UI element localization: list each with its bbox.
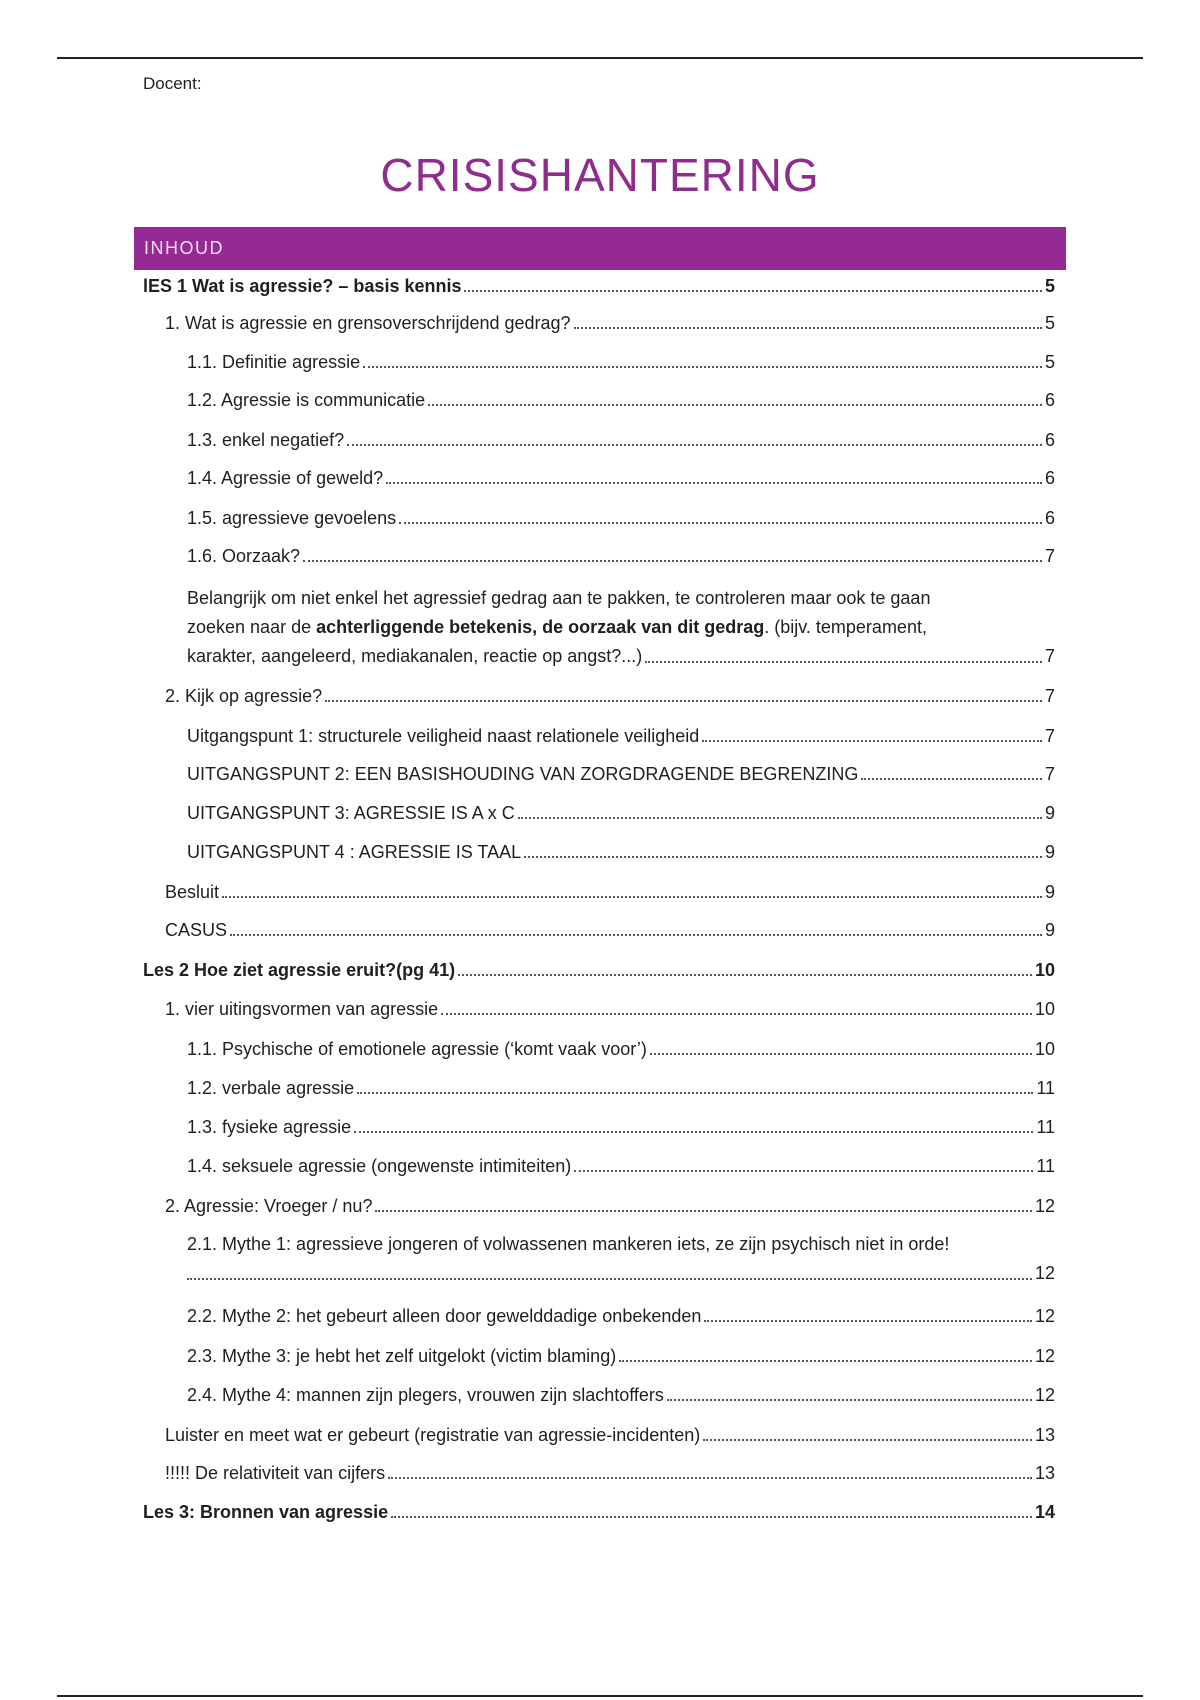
toc-leader-dots <box>347 444 1042 446</box>
toc-entry-page: 13 <box>1034 1463 1055 1483</box>
toc-entry-text: 1.1. Psychische of emotionele agressie (‘komt vaak voor’) <box>187 1039 647 1059</box>
toc-leader-dots <box>325 700 1042 702</box>
toc-entry-page: 9 <box>1044 882 1055 902</box>
toc-entry[interactable] <box>187 545 1055 567</box>
toc-leader-dots <box>230 934 1042 936</box>
toc-entry-continuation <box>187 1259 1055 1288</box>
toc-paragraph-text: karakter, aangeleerd, mediakanalen, reactie op angst?...) <box>187 646 643 666</box>
toc-leader-dots <box>357 1092 1033 1094</box>
toc-leader-dots <box>187 1278 1032 1280</box>
toc-entry[interactable] <box>187 763 1055 785</box>
toc-entry[interactable] <box>187 429 1055 451</box>
toc-leader-dots <box>363 366 1042 368</box>
toc-entry-text: 2.4. Mythe 4: mannen zijn plegers, vrouwen zijn slachtoffers <box>187 1385 664 1405</box>
toc-entry-wrapped[interactable] <box>187 1230 1055 1288</box>
toc-entry-text: 2.2. Mythe 2: het gebeurt alleen door gewelddadige onbekenden <box>187 1306 702 1326</box>
toc-entry-text: Uitgangspunt 1: structurele veiligheid naast relationele veiligheid <box>187 726 700 746</box>
toc-leader-dots <box>464 290 1042 292</box>
toc-entry[interactable] <box>165 685 1055 707</box>
toc-entry-page: 6 <box>1044 508 1055 528</box>
toc-entry[interactable] <box>187 1305 1055 1327</box>
toc-entry-page: 7 <box>1044 726 1055 746</box>
toc-entry-page: 6 <box>1044 390 1055 410</box>
toc-entry[interactable] <box>187 802 1055 824</box>
toc-entry-text: Les 3: Bronnen van agressie <box>143 1502 389 1522</box>
toc-paragraph-text: zoeken naar de <box>187 617 317 637</box>
toc-entry-text: 2. Agressie: Vroeger / nu? <box>165 1196 373 1216</box>
toc-entry-page: 14 <box>1034 1502 1055 1522</box>
toc-paragraph-line <box>187 584 1055 613</box>
toc-leader-dots <box>441 1013 1032 1015</box>
toc-paragraph-text: . (bijv. temperament, <box>764 617 927 637</box>
toc-entry[interactable] <box>187 351 1055 373</box>
document-title: CRISISHANTERING <box>380 149 820 201</box>
toc-entry-text: Les 2 Hoe ziet agressie eruit?(pg 41) <box>143 960 456 980</box>
toc-entry-page: 6 <box>1044 430 1055 450</box>
toc-entry-page: 13 <box>1034 1425 1055 1445</box>
toc-entry[interactable] <box>187 1384 1055 1406</box>
toc-leader-dots <box>650 1053 1032 1055</box>
toc-entry-text: 1.5. agressieve gevoelens <box>187 508 397 528</box>
toc-paragraph-text: Belangrijk om niet enkel het agressief gedrag aan te pakken, te controleren maar ook te gaan <box>187 588 931 608</box>
toc-leader-dots <box>703 1439 1032 1441</box>
toc-leader-dots <box>428 404 1042 406</box>
toc-leader-dots <box>222 896 1042 898</box>
toc-leader-dots <box>524 856 1042 858</box>
toc-entry-page: 10 <box>1034 960 1055 980</box>
toc-entry-page: 5 <box>1044 313 1055 333</box>
toc-entry-text: 2.1. Mythe 1: agressieve jongeren of volwassenen mankeren iets, ze zijn psychisch niet in orde! <box>187 1234 950 1254</box>
toc-entry-page: 10 <box>1034 999 1055 1019</box>
toc-entry-page: 7 <box>1044 646 1055 666</box>
toc-paragraph-line <box>187 642 1055 671</box>
toc-leader-dots <box>574 327 1042 329</box>
toc-entry[interactable] <box>165 1195 1055 1217</box>
toc-leader-dots <box>386 482 1042 484</box>
toc-paragraph-bold-text: achterliggende betekenis, de oorzaak van dit gedrag <box>316 617 765 637</box>
toc-entry-text: 1.2. Agressie is communicatie <box>187 390 426 410</box>
toc-entry-page: 6 <box>1044 468 1055 488</box>
toc-entry-text: 1.3. enkel negatief? <box>187 430 345 450</box>
toc-entry-text: 1.1. Definitie agressie <box>187 352 361 372</box>
toc-leader-dots <box>399 522 1042 524</box>
toc-entry[interactable] <box>187 1077 1055 1099</box>
toc-leader-dots <box>704 1320 1032 1322</box>
toc-entry-page: 10 <box>1034 1039 1055 1059</box>
toc-entry[interactable] <box>187 507 1055 529</box>
toc-entry-page: 12 <box>1034 1385 1055 1405</box>
toc-entry-text: CASUS <box>165 920 228 940</box>
toc-entry-page: 5 <box>1044 276 1055 296</box>
toc-leader-dots <box>354 1131 1033 1133</box>
toc-entry-page: 11 <box>1036 1156 1055 1176</box>
bottom-rule <box>57 1695 1143 1697</box>
teacher-label: Docent: <box>143 74 202 93</box>
toc-entry-text: 2.3. Mythe 3: je hebt het zelf uitgelokt (victim blaming) <box>187 1346 617 1366</box>
toc-entry[interactable] <box>187 1038 1055 1060</box>
toc-entry[interactable] <box>165 312 1055 334</box>
toc-entry-text: 1. vier uitingsvormen van agressie <box>165 999 439 1019</box>
toc-entry[interactable] <box>143 1501 1055 1523</box>
toc-entry[interactable] <box>165 1424 1055 1446</box>
toc-entry[interactable] <box>187 1345 1055 1367</box>
toc-entry-text: Besluit <box>165 882 220 902</box>
toc-entry[interactable] <box>187 725 1055 747</box>
toc-entry-page: 12 <box>1034 1306 1055 1326</box>
toc-leader-dots <box>518 817 1042 819</box>
toc-entry-page: 5 <box>1044 352 1055 372</box>
toc-heading: INHOUD <box>134 227 1066 270</box>
toc-entry[interactable] <box>187 841 1055 863</box>
toc-entry[interactable] <box>187 1155 1055 1177</box>
toc-entry-text: UITGANGSPUNT 3: AGRESSIE IS A x C <box>187 803 515 823</box>
toc-entry-page: 7 <box>1044 764 1055 784</box>
toc-leader-dots <box>702 740 1042 742</box>
toc-entry-page: 12 <box>1034 1263 1055 1283</box>
toc-leader-dots <box>388 1477 1032 1479</box>
toc-entry[interactable] <box>143 959 1055 981</box>
toc-entry[interactable] <box>187 1116 1055 1138</box>
toc-entry[interactable] <box>187 389 1055 411</box>
toc-entry-text: 2. Kijk op agressie? <box>165 686 323 706</box>
toc-entry-text: 1.6. Oorzaak? <box>187 546 301 566</box>
toc-entry-text: 1.3. fysieke agressie <box>187 1117 352 1137</box>
toc-entry-page: 9 <box>1044 842 1055 862</box>
toc-entry[interactable] <box>165 998 1055 1020</box>
toc-entry-text: !!!!! De relativiteit van cijfers <box>165 1463 386 1483</box>
toc-entry-page: 7 <box>1044 686 1055 706</box>
toc-entry-page: 7 <box>1044 546 1055 566</box>
toc-entry-page: 11 <box>1036 1117 1055 1137</box>
toc-entry-page: 9 <box>1044 803 1055 823</box>
toc-entry-text: UITGANGSPUNT 2: EEN BASISHOUDING VAN ZORGDRAGENDE BEGRENZING <box>187 764 859 784</box>
toc-entry[interactable] <box>187 467 1055 489</box>
toc-leader-dots <box>619 1360 1032 1362</box>
toc-entry[interactable] <box>165 881 1055 903</box>
toc-leader-dots <box>375 1210 1032 1212</box>
toc-entry-text: 1.2. verbale agressie <box>187 1078 355 1098</box>
toc-entry-text: UITGANGSPUNT 4 : AGRESSIE IS TAAL <box>187 842 522 862</box>
toc-entry[interactable] <box>165 1462 1055 1484</box>
toc-entry-text: 1.4. Agressie of geweld? <box>187 468 384 488</box>
toc-entry-page: 9 <box>1044 920 1055 940</box>
toc-entry-page: 12 <box>1034 1196 1055 1216</box>
toc-entry-text: Luister en meet wat er gebeurt (registratie van agressie-incidenten) <box>165 1425 701 1445</box>
toc-leader-dots <box>645 661 1042 663</box>
toc-entry-text: 1. Wat is agressie en grensoverschrijdend gedrag? <box>165 313 571 333</box>
toc-entry-page: 12 <box>1034 1346 1055 1366</box>
toc-entry-text: lES 1 Wat is agressie? – basis kennis <box>143 276 462 296</box>
toc-entry-page: 11 <box>1036 1078 1055 1098</box>
toc-leader-dots <box>303 560 1042 562</box>
toc-leader-dots <box>391 1516 1032 1518</box>
toc-leader-dots <box>861 778 1042 780</box>
toc-entry[interactable] <box>165 919 1055 941</box>
toc-paragraph-entry[interactable] <box>187 584 1055 671</box>
toc-entry-text: 1.4. seksuele agressie (ongewenste intimiteiten) <box>187 1156 572 1176</box>
toc-leader-dots <box>574 1170 1033 1172</box>
toc-leader-dots <box>458 974 1032 976</box>
toc-leader-dots <box>667 1399 1032 1401</box>
toc-paragraph-line <box>187 613 1055 642</box>
toc-entry[interactable] <box>143 275 1055 297</box>
